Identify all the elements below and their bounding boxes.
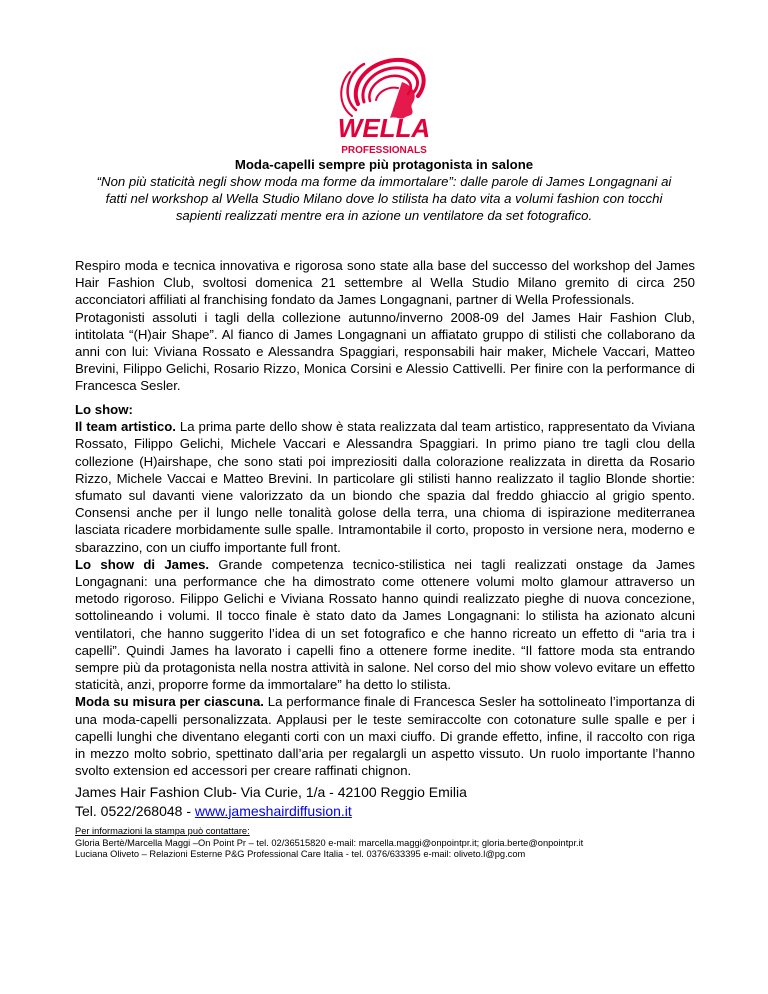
club-address: James Hair Fashion Club- Via Curie, 1/a - 42100 Reggio Emilia [75,784,467,800]
club-phone-line [75,802,467,821]
james-paragraph [75,556,695,694]
intro-section [75,257,695,395]
contact-block [75,783,467,820]
press-contact-line-1: Gloria Bertè/Marcella Maggi –On Point Pr – tel. 02/36515820 e-mail: marcella.maggi@onpointpr.it; gloria.berte@onpointpr.it [75,837,584,848]
press-release-title: Moda-capelli sempre più protagonista in salone [234,157,534,172]
intro-paragraph-1: Respiro moda e tecnica innovativa e rigorosa sono state alla base del successo del workshop del James Hair Fashion Club, svoltosi domenica 21 settembre al Wella Studio Milano gremito di circa 250 acconciatori affiliati al franchising fondato da James Longagnani, partner di Wella Professionals. [75,258,695,308]
press-contacts-heading: Per informazioni la stampa può contattare: [75,826,250,836]
james-label: Lo show di James. [75,556,210,572]
james-text: Grande competenza tecnico-stilistica nei tagli realizzati onstage da James Longagnani: una performance che ha dimostrato come ottenere volumi molto glamour attraverso un metodo rigoroso. Filippo Gelichi e Viviana Rossato hanno quindi realizzato pieghe di nuova concezione, sottolineando i volumi. Il tocco finale è stato dato da James Longagnani: lo stilista ha azionato alcuni ventilatori, che hanno suggerito l’idea di un set fotografico e che hanno ricreato un effetto di “aria tra i capelli”. Quindi James ha lavorato i capelli fino a ottenere forme inedite. “Il fattore moda sta entrando sempre più da protagonista nella nostra attività in salone. Nel corso del mio show volevo evitare un effetto staticità, anzi, proporre forme da immortalare” ha detto lo stilista. [75,556,695,693]
show-section [75,401,695,779]
team-text: La prima parte dello show è stata realizzata dal team artistico, rappresentato da Viviana Rossato, Filippo Gelichi, Michele Vaccari e Alessandra Spaggiari. In primo piano tre tagli clou della collezione (H)airshape, che sono stati poi impreziositi dalla colorazione realizzata in diretta da Rosario Rizzo, Michele Vaccai e Matteo Brevini. In particolare gli stilisti hanno realizzato il taglio Blonde shortie: sfumato sul davanti viene valorizzato da un biondo che spazia dal freddo ghiaccio al grigio spento. Consensi anche per il lungo nelle tonalità golose della terra, una chioma di ispirazione mediterranea lasciata ricadere morbidamente sulle spalle. Intramontabile il corto, proposto in versione nera, moderno e sbarazzino, con un ciuffo importante full front. [75,419,695,555]
press-contacts [75,826,583,861]
moda-label: Moda su misura per ciascuna. [75,694,264,710]
intro-paragraph-2: Protagonisti assoluti i tagli della collezione autunno/inverno 2008-09 del James Hair Fashion Club, intitolata “(H)air Shape”. Al fianco di James Longagnani un affiatato gruppo di stilisti che collaborano da anni con lui: Viviana Rossato e Alessandra Spaggiari, responsabili hair maker, Michele Vaccari, Matteo Brevini, Filippo Gelichi, Rosario Rizzo, Monica Corsini e Alessio Cattivelli. Per finire con la performance di Francesca Sesler. [75,309,695,394]
website-link[interactable]: www.jameshairdiffusion.it [194,802,352,819]
svg-text:WELLA: WELLA [337,113,431,143]
press-release-subtitle: “Non più staticità negli show moda ma forme da immortalare”: dalle parole di James Longagnani ai fatti nel workshop al Wella Studio Milano dove lo stilista ha dato vita a volumi fashion con tocchi sapienti realizzati mentre era in azione un ventilatore da set fotografico. [96,174,672,223]
team-paragraph [75,418,695,556]
press-contact-line-2: Luciana Oliveto – Relazioni Esterne P&G Professional Care Italia - tel. 0376/633395 e-mail: oliveto.l@pg.com [75,849,526,860]
svg-text:PROFESSIONALS: PROFESSIONALS [341,145,427,156]
show-heading: Lo show: [75,402,133,417]
club-phone: Tel. 0522/268048 - [75,802,195,819]
moda-paragraph [75,693,695,779]
wella-professionals-logo [318,52,450,156]
team-label: Il team artistico. [75,419,176,435]
moda-text: La performance finale di Francesca Sesler ha sottolineato l’importanza di una moda-capelli personalizzata. Applausi per le teste semiraccolte con cotonature sulle spalle e per i capelli lunghi che diventano eleganti corti con un maxi ciuffo. Di grande effetto, infine, il raccolto con riga in mezzo molto sobrio, spettinato dall’aria per regalargli un aspetto vissuto. Un ruolo importante l’hanno svolto extension ed accessori per creare raffinati chignon. [75,694,695,779]
